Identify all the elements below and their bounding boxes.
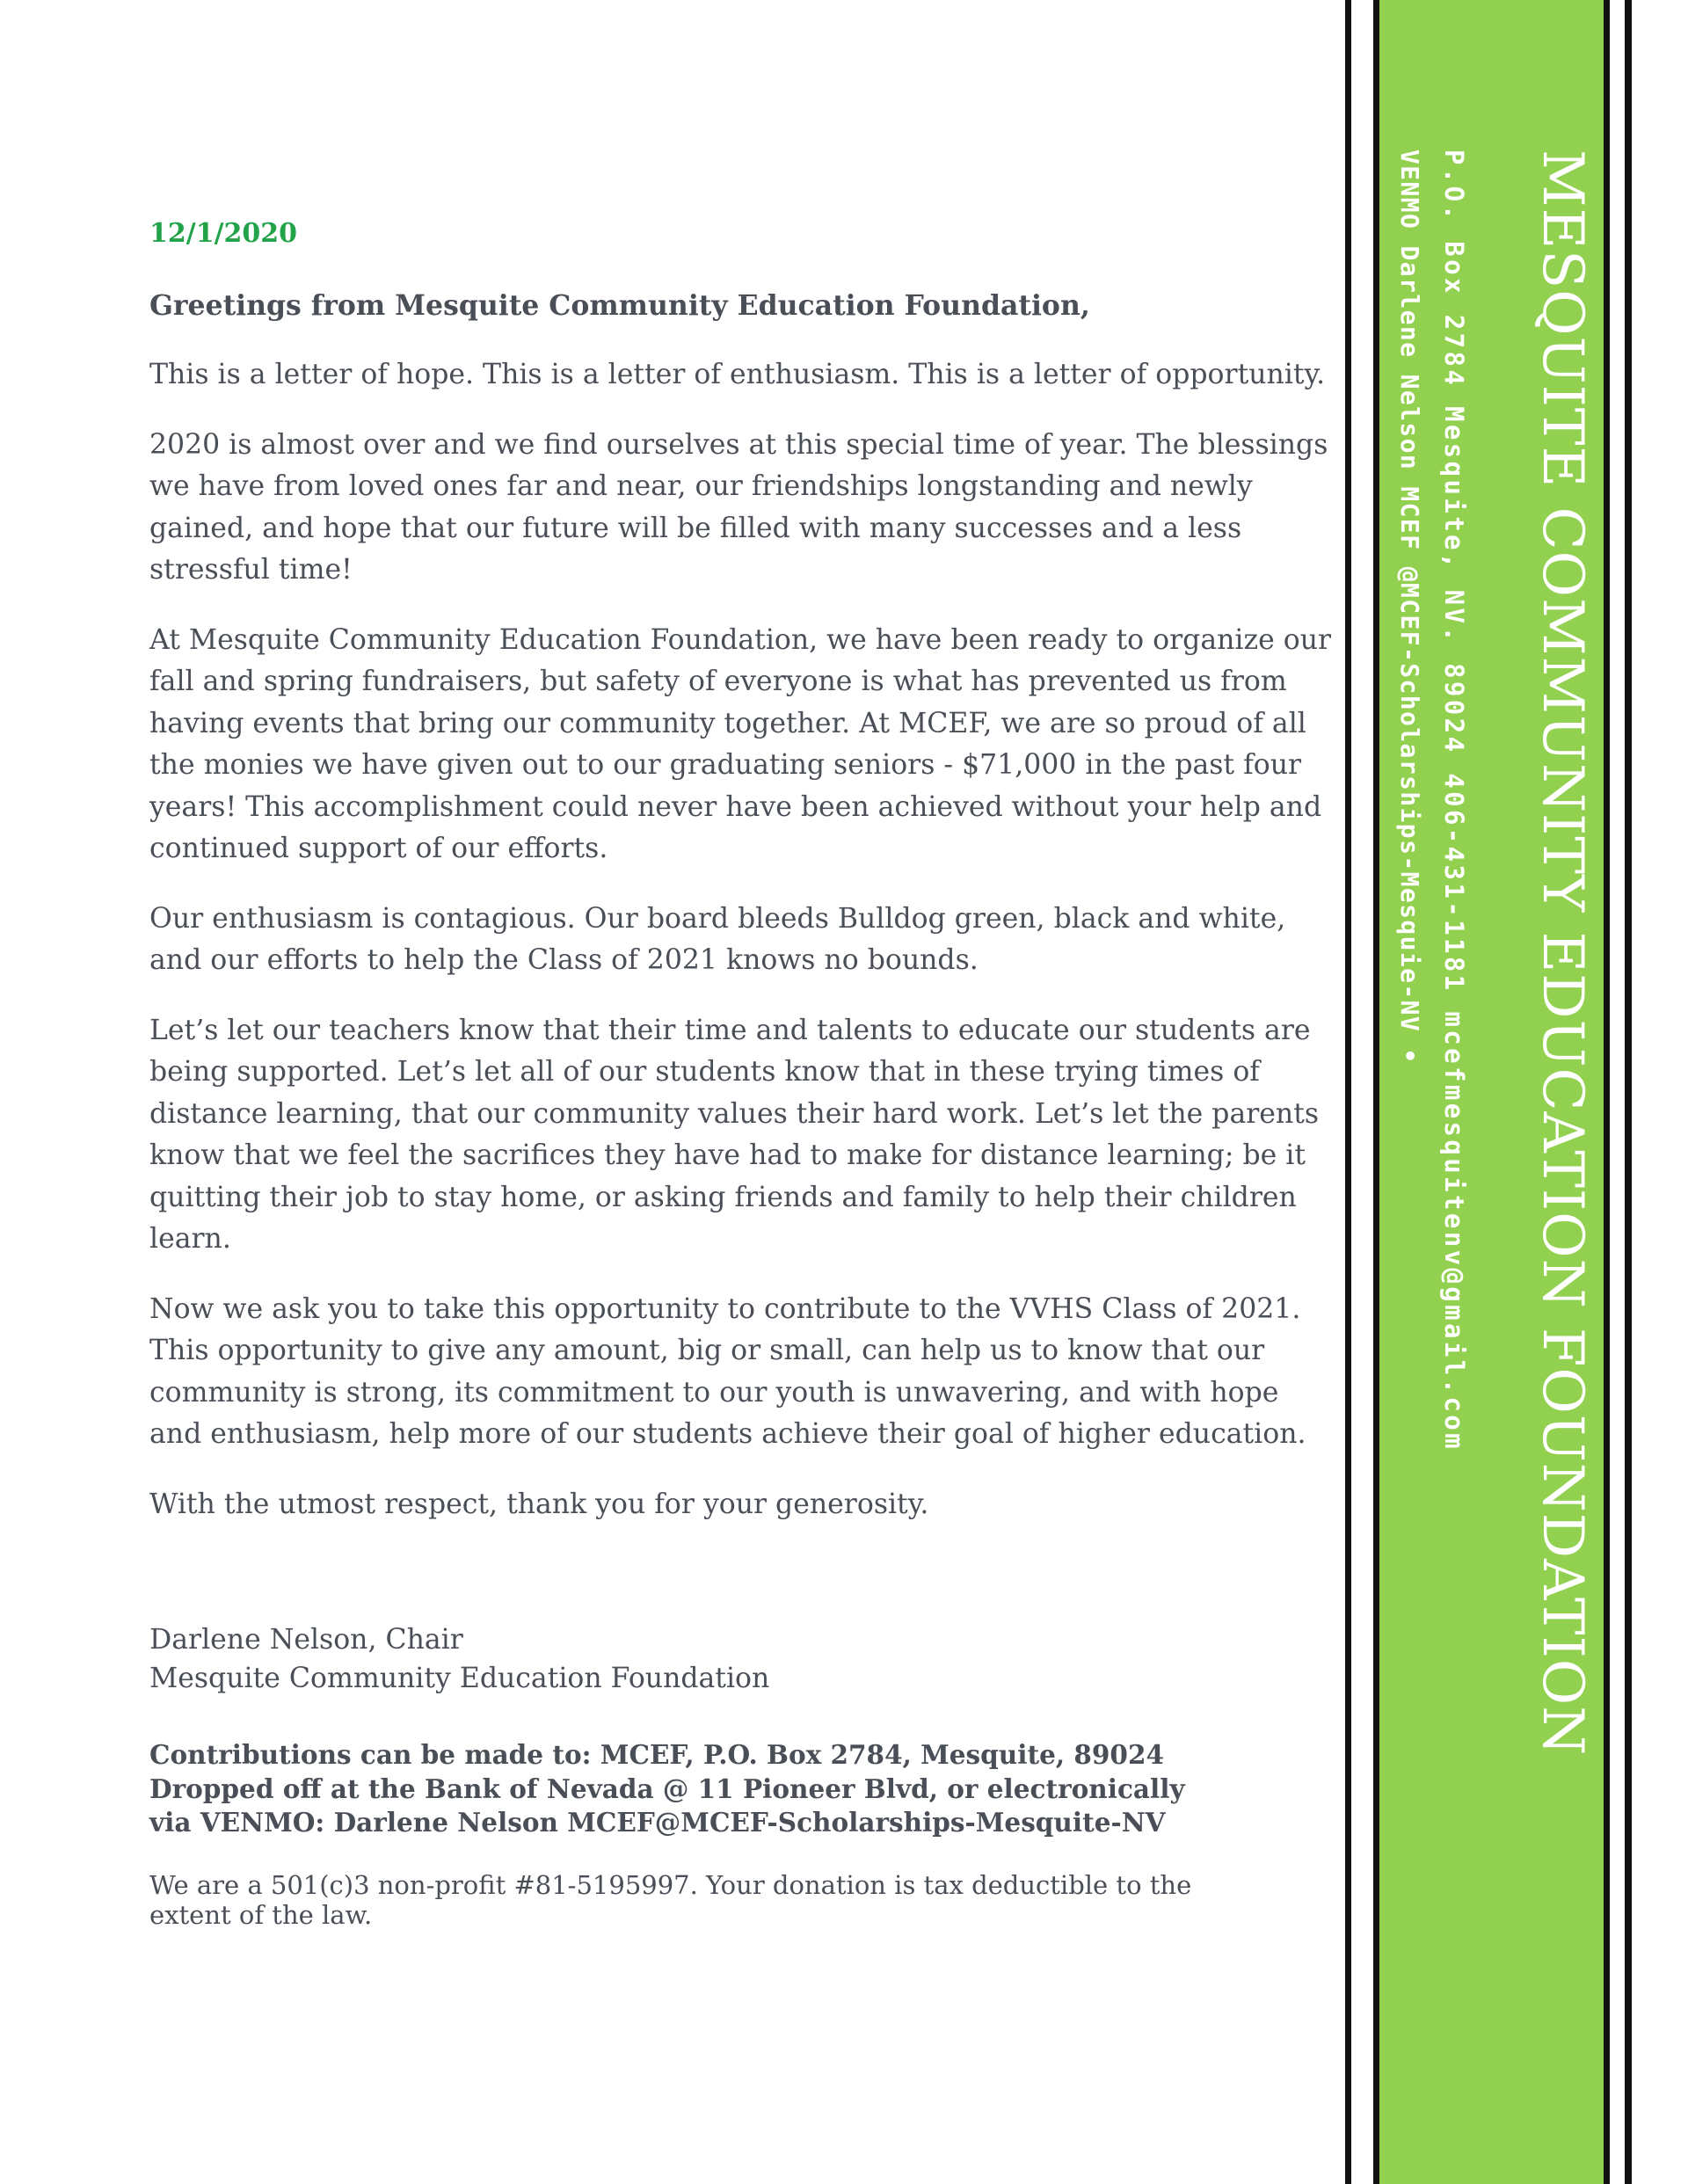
band-border [1373, 0, 1379, 2184]
paragraph: At Mesquite Community Education Foundation, we have been ready to organize our fall and spring fundraisers, but safety of everyone is what has prevented us from having events that bring our community together. At MCEF, we are so proud of all the monies we have given out to our graduating seniors - $71,000 in the past four years! This accomplishment could never have been achieved without your help and continued support of our efforts. [149, 623, 1332, 864]
sidebar-contact-line: P.O. Box 2784 Mesquite, NV. 89024 406-431-1181 mcefmesquitenv@gmail.com [1439, 149, 1469, 1452]
letter-body [149, 213, 1332, 1955]
contribution-line: Dropped off at the Bank of Nevada @ 11 Pioneer Blvd, or electronically [149, 1773, 1185, 1804]
sidebar-venmo-line: VENMO Darlene Nelson MCEF @MCEF-Scholarships-Mesquie-NV • [1395, 149, 1424, 1065]
paragraph: This is a letter of hope. This is a letter of enthusiasm. This is a letter of opportunity. [149, 359, 1326, 390]
paragraph: Now we ask you to take this opportunity to contribute to the VVHS Class of 2021. This opportunity to give any amount, big or small, can help us to know that our community is strong, its commitment to our youth is unwavering, and with hope and enthusiasm, help more of our students achieve their goal of higher education. [149, 1292, 1306, 1450]
band-border [1604, 0, 1610, 2184]
paragraph: Our enthusiasm is contagious. Our board bleeds Bulldog green, black and white, and our efforts to help the Class of 2021 knows no bounds. [149, 902, 1286, 976]
signature-org: Mesquite Community Education Foundation [149, 1663, 770, 1694]
divider-rule [1345, 0, 1351, 2184]
paragraph: With the utmost respect, thank you for your generosity. [149, 1488, 929, 1520]
divider-rule [1625, 0, 1632, 2184]
letter-greeting: Greetings from Mesquite Community Education Foundation, [149, 288, 1090, 322]
sidebar-title: MESQUITE COMMUNITY EDUCATION FOUNDATION [1530, 149, 1595, 1757]
paragraph: 2020 is almost over and we find ourselves at this special time of year. The blessings we have from loved ones far and near, our friendships longstanding and newly gained, and hope that our future will be filled with many successes and a less stressful time! [149, 428, 1328, 586]
letter-date: 12/1/2020 [149, 218, 298, 249]
contribution-line: Contributions can be made to: MCEF, P.O. Box 2784, Mesquite, 89024 [149, 1739, 1165, 1770]
contribution-line: via VENMO: Darlene Nelson MCEF@MCEF-Scholarships-Mesquite-NV [149, 1807, 1166, 1838]
tax-note: We are a 501(c)3 non-profit #81-5195997. Your donation is tax deductible to the extent of the law. [149, 1869, 1192, 1930]
signature-block [149, 1620, 1332, 1698]
contribution-info [149, 1738, 1332, 1840]
signature-name: Darlene Nelson, Chair [149, 1624, 463, 1656]
paragraph: Let’s let our teachers know that their time and talents to educate our students are being supported. Let’s let all of our students know that in these trying times of distance learning, that our community values their hard work. Let’s let the parents know that we feel the sacrifices they have had to make for distance learning; be it quitting their job to stay home, or asking friends and family to help their children learn. [149, 1014, 1320, 1255]
